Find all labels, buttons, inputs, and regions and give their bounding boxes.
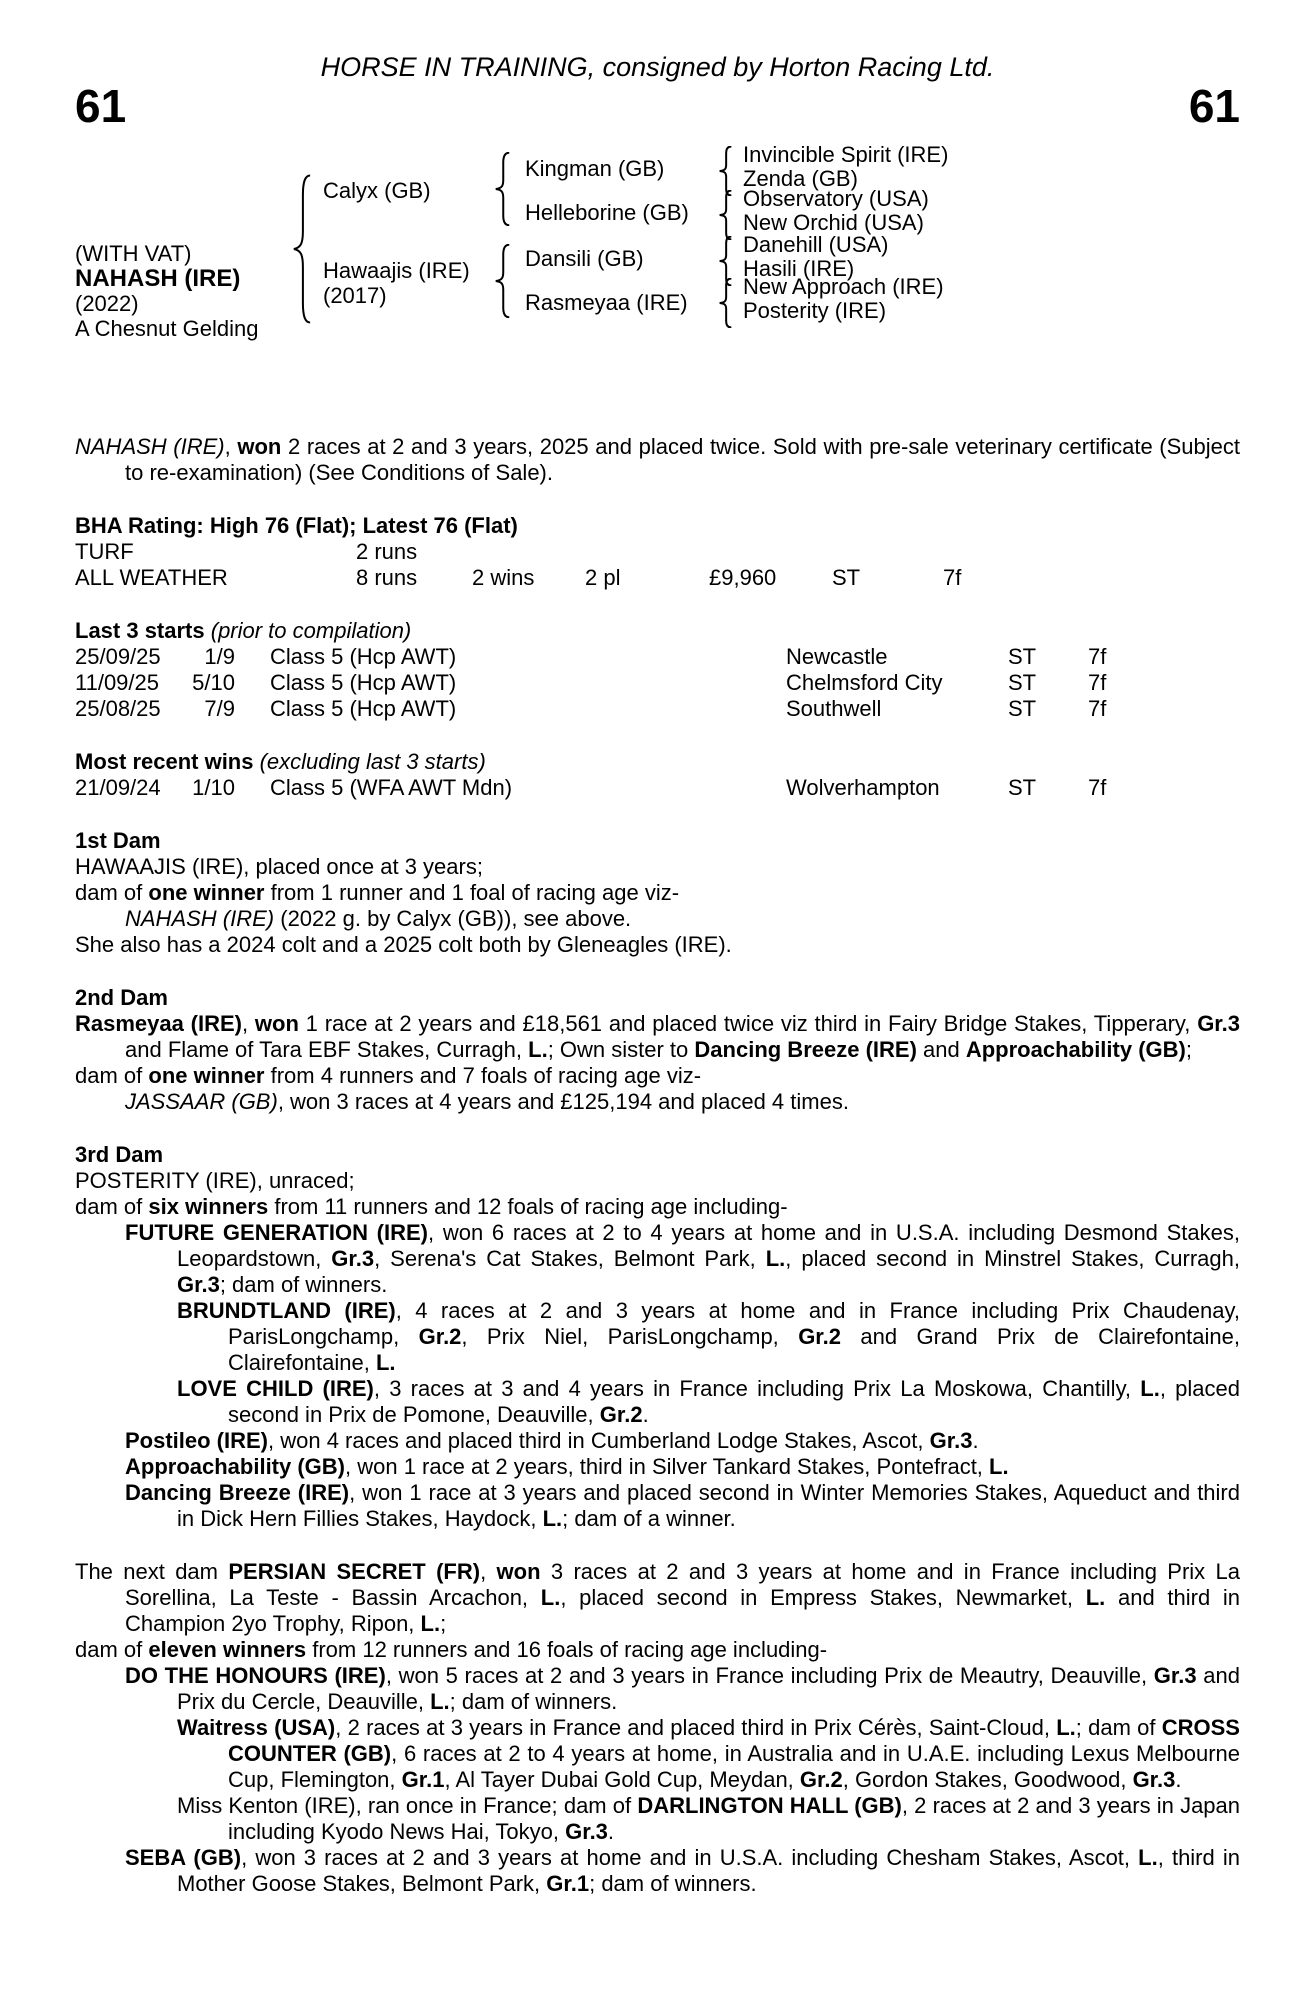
second-dam-section	[75, 985, 1240, 1115]
start-surface: ST	[1008, 670, 1037, 695]
dam-paragraph: Rasmeyaa (IRE), won 1 race at 2 years and £18,561 and placed twice viz third in Fairy Bridge Stakes, Tipperary, Gr.3 and Flame of Tara EBF Stakes, Curragh, L.; Own sister to Dancing Breeze (IRE) and Approachability (GB);	[75, 1011, 1240, 1062]
surface-track	[832, 539, 943, 565]
first-dam-section	[75, 828, 1240, 958]
last-starts-section	[75, 618, 1240, 722]
bha-surface-row	[75, 565, 1240, 591]
surface-runs: 2 runs	[356, 539, 418, 564]
start-distance: 7f	[1088, 670, 1107, 695]
win-race: Class 5 (WFA AWT Mdn)	[270, 775, 513, 800]
start-venue: Chelmsford City	[786, 670, 943, 695]
pedigree-brace-gg1	[719, 146, 732, 196]
start-row	[75, 644, 1240, 670]
great-grandparent-6: Hasili (IRE)	[743, 256, 855, 281]
last-starts-heading: Last 3 starts (prior to compilation)	[75, 618, 412, 643]
win-position: 1/10	[192, 775, 235, 800]
win-distance: 7f	[1088, 775, 1107, 800]
third-dam-section	[75, 1142, 1240, 1532]
win-venue: Wolverhampton	[786, 775, 940, 800]
horse-info-block	[75, 241, 258, 341]
horse-birth-year: (2022)	[75, 291, 139, 316]
grandsire-2: Dansili (GB)	[525, 246, 644, 271]
dam-paragraph: dam of eleven winners from 12 runners and 16 foals of racing age including-	[75, 1637, 828, 1662]
recent-wins-note: (excluding last 3 starts)	[253, 749, 486, 774]
surface-runs: 8 runs	[356, 565, 418, 590]
bha-heading: BHA Rating: High 76 (Flat); Latest 76 (Flat)	[75, 513, 518, 538]
recent-wins-section	[75, 749, 1240, 801]
start-surface: ST	[1008, 696, 1037, 721]
great-grandparent-3: Observatory (USA)	[743, 186, 929, 211]
start-venue: Newcastle	[786, 644, 888, 669]
dam-paragraph: SEBA (GB), won 3 races at 2 and 3 years at home and in U.S.A. including Chesham Stakes, Ascot, L., third in Mother Goose Stakes, Belmont Park, Gr.1; dam of winners.	[125, 1845, 1240, 1896]
dam-paragraph: HAWAAJIS (IRE), placed once at 3 years;	[75, 854, 483, 879]
with-vat-label: (WITH VAT)	[75, 241, 192, 266]
dam-paragraph: LOVE CHILD (IRE), 3 races at 3 and 4 years in France including Prix La Moskowa, Chantilly, L., placed second in Prix de Pomone, Deauville, Gr.2.	[177, 1376, 1240, 1427]
start-position: 1/9	[204, 644, 235, 669]
surface-places	[585, 539, 709, 565]
start-date: 25/09/25	[75, 644, 161, 669]
dam-paragraph: Dancing Breeze (IRE), won 1 race at 3 years and placed second in Winter Memories Stakes, Aqueduct and third in Dick Hern Fillies Stakes, Haydock, L.; dam of a winner.	[125, 1480, 1240, 1531]
dam-paragraph: Miss Kenton (IRE), ran once in France; dam of DARLINGTON HALL (GB), 2 races at 2 and 3 years in Japan including Kyodo News Hai, Tokyo, Gr.3.	[177, 1793, 1241, 1844]
recent-wins-heading: Most recent wins (excluding last 3 starts)	[75, 749, 486, 774]
start-date: 11/09/25	[75, 670, 160, 695]
pedigree-brace-main	[293, 174, 311, 324]
start-position: 7/9	[204, 696, 235, 721]
first-dam-heading: 1st Dam	[75, 828, 161, 853]
pedigree-table	[75, 142, 1240, 341]
start-distance: 7f	[1088, 696, 1107, 721]
bha-surface-row	[75, 539, 1240, 565]
last-starts-note: (prior to compilation)	[204, 618, 412, 643]
page-title: HORSE IN TRAINING, consigned by Horton Racing Ltd.	[320, 52, 995, 82]
surface-distance: 7f	[943, 565, 962, 590]
start-venue: Southwell	[786, 696, 882, 721]
second-dam-heading: 2nd Dam	[75, 985, 168, 1010]
dam-paragraph: DO THE HONOURS (IRE), won 5 races at 2 and 3 years in France including Prix de Meautry, Deauville, Gr.3 and Prix du Cercle, Deauville, L.; dam of winners.	[125, 1663, 1240, 1714]
dam-paragraph: JASSAAR (GB), won 3 races at 4 years and £125,194 and placed 4 times.	[125, 1089, 849, 1114]
sire-name: Calyx (GB)	[323, 178, 431, 203]
dam-year: (2017)	[323, 283, 387, 308]
start-surface: ST	[1008, 644, 1037, 669]
surface-track: ST	[832, 565, 861, 590]
surface-wins: 2 wins	[472, 565, 535, 590]
great-grandparent-1: Invincible Spirit (IRE)	[743, 142, 949, 167]
dam-paragraph: dam of one winner from 4 runners and 7 foals of racing age viz-	[75, 1063, 702, 1088]
start-row	[75, 670, 1240, 696]
lot-number-left: 61	[75, 80, 127, 132]
start-date: 25/08/25	[75, 696, 161, 721]
grandsire-1: Kingman (GB)	[525, 156, 665, 181]
surface-earnings: £9,960	[709, 565, 777, 590]
surface-wins	[472, 539, 585, 565]
surface-label: TURF	[75, 539, 134, 564]
great-grandparent-2: Zenda (GB)	[743, 166, 858, 191]
granddam-2: Rasmeyaa (IRE)	[525, 290, 688, 315]
surface-places: 2 pl	[585, 565, 621, 590]
dam-paragraph: Waitress (USA), 2 races at 3 years in France and placed third in Prix Cérès, Saint-Cloud, L.; dam of CROSS COUNTER (GB), 6 races at 2 to 4 years at home, in Australia and in U.A.E. including Lexus Melbourne Cup, Flemington, Gr.1, Al Tayer Dubai Gold Cup, Meydan, Gr.2, Gordon Stakes, Goodwood, Gr.3.	[177, 1715, 1240, 1792]
dam-paragraph: BRUNDTLAND (IRE), 4 races at 2 and 3 years at home and in France including Prix Chaudenay, ParisLongchamp, Gr.2, Prix Niel, ParisLongchamp, Gr.2 and Grand Prix de Clairefontaine, Clairefontaine, L.	[177, 1298, 1240, 1375]
dam-paragraph: She also has a 2024 colt and a 2025 colt both by Gleneagles (IRE).	[75, 932, 732, 957]
start-row	[75, 696, 1240, 722]
bha-section	[75, 513, 1240, 591]
start-position: 5/10	[192, 670, 235, 695]
dam-paragraph: Postileo (IRE), won 4 races and placed third in Cumberland Lodge Stakes, Ascot, Gr.3.	[125, 1428, 979, 1453]
dam-paragraph: POSTERITY (IRE), unraced;	[75, 1168, 355, 1193]
next-dam-section	[75, 1559, 1240, 1897]
start-distance: 7f	[1088, 644, 1107, 669]
dam-paragraph: NAHASH (IRE) (2022 g. by Calyx (GB)), see above.	[125, 906, 632, 931]
pedigree-brace-gg4	[719, 278, 732, 328]
dam-paragraph: The next dam PERSIAN SECRET (FR), won 3 races at 2 and 3 years at home and in France including Prix La Sorellina, La Teste - Bassin Arcachon, L., placed second in Empress Stakes, Newmarket, L. and third in Champion 2yo Trophy, Ripon, L.;	[75, 1559, 1240, 1636]
lot-number-right: 61	[1188, 80, 1240, 132]
horse-colour-sex: A Chesnut Gelding	[75, 316, 259, 341]
horse-name: NAHASH (IRE)	[75, 265, 241, 292]
great-grandparent-4: New Orchid (USA)	[743, 210, 924, 235]
third-dam-heading: 3rd Dam	[75, 1142, 164, 1167]
dam-paragraph: FUTURE GENERATION (IRE), won 6 races at 2 to 4 years at home and in U.S.A. including Desmond Stakes, Leopardstown, Gr.3, Serena's Cat Stakes, Belmont Park, L., placed second in Minstrel Stakes, Curragh, Gr.3; dam of winners.	[125, 1220, 1240, 1297]
pedigree-brace-sire	[495, 152, 510, 226]
dam-name: Hawaajis (IRE) (2017)	[323, 258, 470, 308]
granddam-1: Helleborine (GB)	[525, 200, 689, 225]
start-race: Class 5 (Hcp AWT)	[270, 670, 457, 695]
race-summary: NAHASH (IRE), won 2 races at 2 and 3 years, 2025 and placed twice. Sold with pre-sale veterinary certificate (Subject to re-examination) (See Conditions of Sale).	[75, 434, 1240, 485]
start-race: Class 5 (Hcp AWT)	[270, 696, 457, 721]
great-grandparent-5: Danehill (USA)	[743, 232, 889, 257]
great-grandparent-8: Posterity (IRE)	[743, 298, 887, 323]
win-surface: ST	[1008, 775, 1037, 800]
dam-paragraph: dam of one winner from 1 runner and 1 foal of racing age viz-	[75, 880, 680, 905]
surface-distance	[943, 539, 1240, 565]
surface-label: ALL WEATHER	[75, 565, 228, 590]
start-race: Class 5 (Hcp AWT)	[270, 644, 457, 669]
pedigree-brace-dam	[495, 244, 510, 318]
lot-number-row	[75, 82, 1240, 134]
great-grandparent-7: New Approach (IRE)	[743, 274, 944, 299]
win-row	[75, 775, 1240, 801]
win-date: 21/09/24	[75, 775, 161, 800]
surface-earnings	[709, 539, 832, 565]
dam-paragraph: dam of six winners from 11 runners and 12 foals of racing age including-	[75, 1194, 788, 1219]
pedigree-brace-gg2	[719, 190, 732, 240]
dam-paragraph: Approachability (GB), won 1 race at 2 years, third in Silver Tankard Stakes, Pontefract, L.	[125, 1454, 1009, 1479]
